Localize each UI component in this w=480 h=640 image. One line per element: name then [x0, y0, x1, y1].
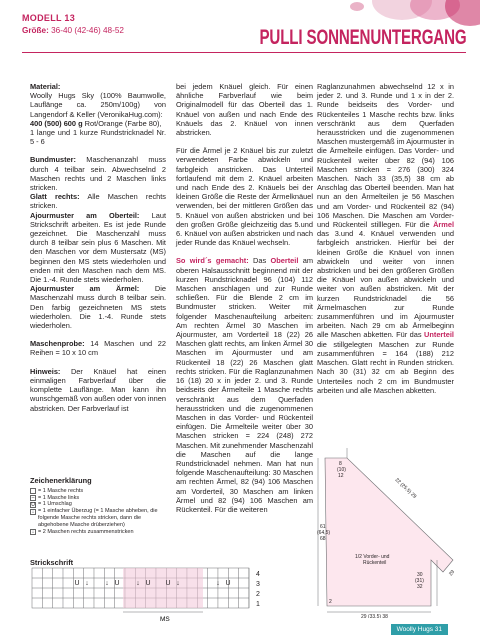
svg-text:(64,5): (64,5) [317, 530, 331, 536]
neck-width: 8 [339, 461, 342, 467]
stitch-chart-title: Strickschrift [30, 558, 74, 567]
svg-text:Rückenteil: Rückenteil [363, 560, 387, 566]
probe-heading: Maschenprobe: [30, 339, 85, 349]
size-label: Größe: [22, 26, 49, 35]
legend-item: – = 1 Masche links [31, 494, 80, 501]
material-color: Rot/Orange (Farbe 80), [84, 118, 162, 128]
bund-heading: Bundmuster: [30, 155, 76, 165]
oberteil-keyword: Oberteil [270, 256, 299, 266]
aermel-keyword: Ärmel [433, 220, 455, 230]
legend-title: Zeichenerklärung [30, 476, 92, 485]
stitch-chart [30, 566, 270, 624]
svg-text:(31): (31) [415, 578, 424, 584]
column-1 [30, 82, 166, 413]
ajour-oberteil-heading: Ajourmuster am Oberteil: [30, 210, 140, 220]
col3-text: das 3.und 4. Knäuel verwenden und farbgleich anstricken. Hierfür bei der kleinen Größe die Knäuel von innen abwickeln und weiter von innen abstricken und bei den größeren Größen die Knäuel von außen abwickeln und weiter von außen abstricken. Mit der kurzen Rundstricknadel die 56 Ärmelmaschen zur Runde zusammenführen und im Ajourmuster arbeiten. Nach 29 cm ab Ärmelbeginn alle Maschen abketten. Für das [317, 229, 454, 340]
header-meta [22, 13, 124, 35]
ajour-oberteil-text: Laut Strickschrift arbeiten. Es ist jede Runde gezeichnet. Die Maschenzahl muss durch 8 teilbar sein plus 6 Maschen. Mit den Maschen vor dem Mustersatz (MS) beginnen den MS stets wiederholen und enden mit den Maschen nach dem MS. Die 1.-4. Runde stets wiederholen. [30, 210, 166, 285]
body-length: 61 [320, 524, 326, 530]
lower-length: 30 [417, 572, 423, 578]
raglan-length: 22 (25,5) 29 [393, 477, 418, 500]
column-2: bei jedem Knäuel gleich. Für einen ähnliche Farbverlauf wie beim Originalmodell für das Oberteil das 1. Knäuel von außen und nach Ende des Knäuels das 2. Knäuel von innen abstricken. Für die Ärmel je 2 Knäuel bis zur zuletzt verwendeten Farbe abwickeln und farbgleich anstricken. Das Unterteil fortlaufend mit dem 2. Knäuel arbeiten und nach Ende des 2. Knäuels bei der kleinen Größe die Reste der Ärmelknäuel verwenden, bei der mittleren Größen das 5. Knäuel von außen abstricken und bei den großen Größe gleichzeitig das 5.und 6. Knäuel von außen abstricken und nach jeder Runde das Knäuel wechseln. So wird´s gemacht: Das Oberteil am oberen Halsausschnitt beginnend mit der kurzen Rundstricknadel 96 (104) 112 Maschen anschlagen und zur Runde schließen. Für die Blende 2 cm im Bundmuster stricken. Weiter mit folgender Maschenaufteilung arbeiten: Am rechten Ärmel 30 Maschen im Ajourmuster, am Vorderteil 18 (22) 26 Maschen glatt rechts, am linken Ärmel 30 Maschen im Ajourmuster und am Rückenteil 18 (22) 26 Maschen glatt rechts stricken. Für die Raglanzunahmen 16 (18) 20 x in jeder 2. und 3. Runde beidseits der Ärmelteile 1 Masche rechts verschränkt aus dem Querfaden herausstricken und die zugenommenen Maschen in das Vorder- und Rückenteil einfügen. Die Ärmelteile weiter über 30 Maschen stricken = 224 (248) 272 Maschen. Mit zunehmender Maschenzahl die Maschen auf die lange Rundstricknadel nehmen. Man hat nun folgende Maschenaufteilung: 30 Maschen am rechten Ärmel, 82 (94) 106 Maschen am Vorderteil, 30 Maschen am linken Ärmel und 82 (94) 106 Maschen am Rückenteil. Für die weiteren [176, 82, 313, 514]
row-label: 2 [256, 591, 260, 598]
col2-paragraph: Für die Ärmel je 2 Knäuel bis zur zuletzt verwendeten Farbe abwickeln und farbgleich anstricken. Das Unterteil fortlaufend mit dem 2. Knäuel arbeiten und nach Ende des 2. Knäuels bei der kleinen Größe die Reste der Ärmelknäuel verwenden, bei der mittleren Größen das 5. Knäuel von außen abstricken und bei den großen Größe gleichzeitig das 5.und 6. Knäuel von außen abstricken und nach jeder Runde das Knäuel wechseln. [176, 146, 313, 248]
decrease-mark: ↓ [176, 580, 180, 587]
so-wirds-gemacht-heading: So wird´s gemacht: [176, 256, 249, 266]
legend-item: ↓ = 1 einfacher Überzug (= 1 Masche abheben, die folgende Masche rechts stricken, dann die abgehobene Masche drüberziehen) [31, 508, 158, 528]
legend-item: ↓ = 2 Maschen rechts zusammenstricken [31, 528, 134, 535]
yarn-over-mark: U [74, 580, 80, 587]
glatt-text: Alle Maschen rechts stricken. [30, 192, 166, 211]
page-footer: Woolly Hugs 31 [391, 624, 448, 635]
column-3 [317, 82, 454, 395]
repeat-highlight [123, 568, 203, 608]
slip-decrease-symbol-icon: ↓ [31, 508, 35, 515]
sleeve-width: 29 [447, 569, 457, 578]
material-heading: Material: [30, 82, 61, 91]
hinweis-heading: Hinweis: [30, 366, 61, 376]
yarn-over-mark: U [114, 580, 120, 587]
legend-item: U = 1 Umschlag [31, 501, 72, 508]
row-label: 1 [256, 601, 260, 608]
size-values: 36-40 (42-46) 48-52 [51, 26, 124, 35]
svg-text:32: 32 [417, 584, 423, 590]
material-amount: 400 (500) 600 g [30, 118, 83, 128]
material-needle: 1 lange und 1 kurze Rundstricknadel Nr. 5 - 6 [30, 128, 166, 147]
header-rule [22, 52, 466, 53]
purl-symbol-icon: – [31, 494, 35, 501]
decrease-mark: ↓ [85, 580, 89, 587]
legend-item: = 1 Masche rechts [30, 488, 170, 495]
garment-outline [325, 458, 453, 606]
bottom-width: 29 (33,5) 38 [361, 614, 388, 618]
svg-text:12: 12 [338, 473, 344, 479]
modell-label: MODELL 13 [22, 13, 76, 23]
probe-text: 14 Maschen und 22 Reihen = 10 x 10 cm [30, 339, 166, 358]
ajour-aermel-text: Die Maschenzahl muss durch 8 teilbar sein. Den farbig gezeichneten MS stets wiederholen. Die 1.-4. Runde stets wiederholen. [30, 284, 166, 331]
col3-text: Raglanzunahmen abwechselnd 12 x in jeder 2. und 3. Runde und 1 x in der 2. Runde beidseits des Vorder- und Rückenteiles 1 Masche rechts bzw. links verschränkt aus dem Querfaden herausstricken und die zugenommenen Maschen mustergemäß im Ajourmuster in die Ärmelteile einfügen. Das Vorder- und Rückenteil weiter über 82 (94) 106 Maschen stricken = 276 (300) 324 Maschen. Nach 33 (35,5) 38 cm ab Anschlag das Oberteil beenden. Man hat nun an den Ärmelteilen je 56 Maschen und am Vorder- und Rückenteil 82 (94) 106 Maschen. Die Maschen am Vorder- und Rückenteil stilllegen. Für die [317, 82, 454, 230]
col2-oberteil-text: am oberen Halsausschnitt beginnend mit der kurzen Rundstricknadel 96 (104) 112 Maschen anschlagen und zur Runde schließen. Für die Blende 2 cm im Bundmuster stricken. Weiter mit folgender Maschenaufteilung arbeiten: Am rechten Ärmel 30 Maschen im Ajourmuster, am Vorderteil 18 (22) 26 Maschen glatt rechts, am linken Ärmel 30 Maschen im Ajourmuster und am Rückenteil 18 (22) 26 Maschen glatt rechts stricken. Für die Raglanzunahmen 16 (18) 20 x in jeder 2. und 3. Runde beidseits der Ärmelteile 1 Masche rechts verschränkt aus dem Querfaden herausstricken und die zugenommenen Maschen in das Vorder- und Rückenteil einfügen. Die Ärmelteile weiter über 30 Maschen stricken = 224 (248) 272 Maschen. Mit zunehmender Maschenzahl die Maschen auf die lange Rundstricknadel nehmen. Man hat nun folgende Maschenaufteilung: 30 Maschen am rechten Ärmel, 82 (94) 106 Maschen am Vorderteil, 30 Maschen am linken Ärmel und 82 (94) 106 Maschen am Rückenteil. Für die weiteren [176, 256, 313, 514]
yarn-over-symbol-icon: U [31, 501, 35, 508]
yarn-over-mark: U [165, 580, 171, 587]
svg-text:(10): (10) [337, 467, 346, 473]
unterteil-keyword: Unterteil [424, 330, 454, 340]
row-label: 4 [256, 571, 260, 578]
decrease-mark: ↓ [105, 580, 109, 587]
row-label: 3 [256, 581, 260, 588]
ajour-aermel-heading: Ajourmuster am Ärmel: [30, 284, 140, 294]
page-title: PULLI SONNENUNTERGANG [259, 26, 466, 49]
yarn-over-mark: U [145, 580, 151, 587]
hinweis-text: Der Knäuel hat einen einmaligen Farbverlauf über die komplette Lauflänge. Man kann ihn wunschgemäß von außen oder von innen abstricken. Der Farbverlauf ist [30, 366, 166, 413]
decrease-mark: ↓ [216, 580, 220, 587]
svg-text:2: 2 [329, 599, 332, 605]
ms-label: MS [160, 616, 170, 623]
garment-schematic [315, 448, 465, 618]
k2tog-symbol-icon: ↓ [31, 528, 35, 535]
symbol-legend [30, 478, 170, 535]
size-line [22, 26, 124, 35]
svg-text:68: 68 [320, 536, 326, 542]
piece-label: 1/2 Vorder- und [355, 554, 390, 560]
yarn-over-mark: U [225, 580, 231, 587]
col3-text: die stillgelegten Maschen zur Runde zusammenführen = 164 (188) 212 Maschen. Glatt recht in Runden stricken. Nach 30 (31) 32 cm ab Beginn des Unterteiles noch 2 cm im Bundmuster arbeiten und alle Maschen abketten. [317, 339, 454, 395]
col2-paragraph: bei jedem Knäuel gleich. Für einen ähnliche Farbverlauf wie beim Originalmodell für das Oberteil das 1. Knäuel von außen und nach Ende des Knäuels das 2. Knäuel von innen abstricken. [176, 82, 313, 138]
bund-text: Maschenanzahl muss durch 4 teilbar sein. Abwechselnd 2 Maschen rechts und 2 Maschen links stricken. [30, 155, 166, 193]
knit-symbol-icon [30, 488, 36, 494]
decrease-mark: ↓ [136, 580, 140, 587]
material-text: Woolly Hugs Sky (100% Baumwolle, Lauflänge ca. 250m/100g) von Langendorf & Keller (VeronikaHug.com): [30, 91, 166, 119]
glatt-heading: Glatt rechts: [30, 192, 80, 202]
